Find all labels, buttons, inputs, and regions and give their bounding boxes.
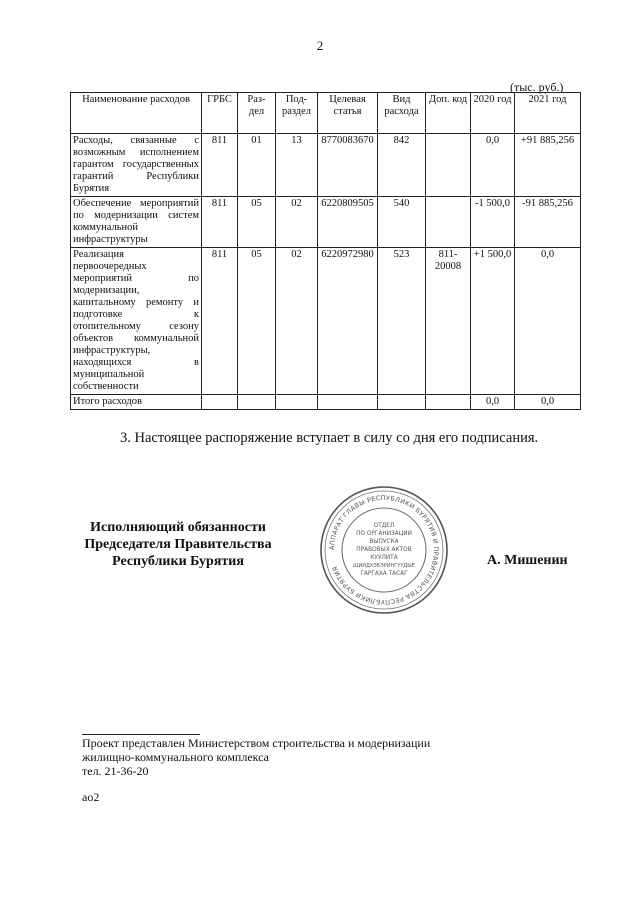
- table-cell: 842: [378, 134, 426, 197]
- footnote-line: тел. 21-36-20: [82, 764, 149, 778]
- document-code: ао2: [82, 790, 100, 804]
- seal-text: ОТДЕЛ: [373, 523, 395, 529]
- footnote-divider: [82, 734, 200, 735]
- seal-text: ВЫПУСКА: [369, 539, 399, 545]
- signer-title-line: Исполняющий обязанности: [90, 520, 266, 535]
- footnote: [82, 736, 430, 778]
- table-row: [71, 197, 581, 248]
- table-cell: Реализация первоочередных мероприятий по модернизации, капитальному ремонту и подготовке к отопительному сезону объектов коммунальной инфраструктуры, находящихся в муниципальной собственности: [71, 248, 202, 395]
- column-header: 2021 год: [515, 93, 581, 134]
- budget-table: [70, 92, 581, 410]
- column-header: ГРБС: [202, 93, 238, 134]
- official-seal: [318, 484, 450, 616]
- table-cell: 523: [378, 248, 426, 395]
- table-cell: -91 885,256: [515, 197, 581, 248]
- table-cell: [238, 395, 276, 410]
- seal-text: КУУЛИТА: [370, 555, 398, 561]
- table-header-row: [71, 93, 581, 134]
- table-cell: [318, 395, 378, 410]
- table-cell: 6220809505: [318, 197, 378, 248]
- seal-text: ШИИДХЭБЭРИНГҮҮДЫЕ: [353, 563, 415, 569]
- signer-name: А. Мишенин: [487, 553, 568, 568]
- table-cell: Расходы, связанные с возможным исполнением гарантом государственных гарантий Республики Бурятия: [71, 134, 202, 197]
- table-cell: 811: [202, 248, 238, 395]
- table-cell: 13: [276, 134, 318, 197]
- table-cell: [378, 395, 426, 410]
- page-number: 2: [316, 38, 324, 53]
- column-header: 2020 год: [471, 93, 515, 134]
- column-header: Под-раздел: [276, 93, 318, 134]
- table-cell: 540: [378, 197, 426, 248]
- column-header: Раз-дел: [238, 93, 276, 134]
- table-cell: 811: [202, 197, 238, 248]
- table-cell: 05: [238, 248, 276, 395]
- footnote-line: Проект представлен Министерством строительства и модернизации: [82, 736, 431, 750]
- table-cell: Обеспечение мероприятий по модернизации систем коммунальной инфраструктуры: [71, 197, 202, 248]
- table-row: [71, 248, 581, 395]
- table-cell: 811: [202, 134, 238, 197]
- table-cell: 0,0: [515, 248, 581, 395]
- table-cell: 01: [238, 134, 276, 197]
- seal-ring-text: АППАРАТ ГЛАВЫ РЕСПУБЛИКИ БУРЯТИЯ И ПРАВИТЕЛЬСТВА РЕСПУБЛИКИ БУРЯТИЯ: [327, 493, 441, 607]
- table-cell: [426, 395, 471, 410]
- footnote-line: жилищно-коммунального комплекса: [82, 750, 269, 764]
- table-cell: 0,0: [515, 395, 581, 410]
- table-cell: 0,0: [471, 134, 515, 197]
- table-cell: 02: [276, 248, 318, 395]
- table-cell: [202, 395, 238, 410]
- table-cell: Итого расходов: [71, 395, 202, 410]
- seal-text: ПРАВОВЫХ АКТОВ: [356, 547, 412, 553]
- units-label: (тыс. руб.): [510, 80, 564, 94]
- table-cell: +91 885,256: [515, 134, 581, 197]
- column-header: Наименование расходов: [71, 93, 202, 134]
- seal-text: ГАРГАХА ТАСАГ: [360, 571, 408, 577]
- table-cell: 8770083670: [318, 134, 378, 197]
- table-cell: 6220972980: [318, 248, 378, 395]
- table-row-total: [71, 395, 581, 410]
- table-cell: 02: [276, 197, 318, 248]
- table-cell: [426, 197, 471, 248]
- signer-title: [78, 519, 278, 570]
- table-cell: 0,0: [471, 395, 515, 410]
- seal-text: ПО ОРГАНИЗАЦИИ: [356, 531, 412, 537]
- table-cell: 811-20008: [426, 248, 471, 395]
- table-cell: 05: [238, 197, 276, 248]
- column-header: Вид расхода: [378, 93, 426, 134]
- table-cell: +1 500,0: [471, 248, 515, 395]
- column-header: Доп. код: [426, 93, 471, 134]
- table-row: [71, 134, 581, 197]
- clause-text: 3. Настоящее распоряжение вступает в силу со дня его подписания.: [120, 430, 539, 446]
- signer-title-line: Председателя Правительства: [84, 537, 272, 552]
- table-cell: -1 500,0: [471, 197, 515, 248]
- table-cell: [276, 395, 318, 410]
- signer-title-line: Республики Бурятия: [112, 554, 244, 569]
- column-header: Целевая статья: [318, 93, 378, 134]
- table-cell: [426, 134, 471, 197]
